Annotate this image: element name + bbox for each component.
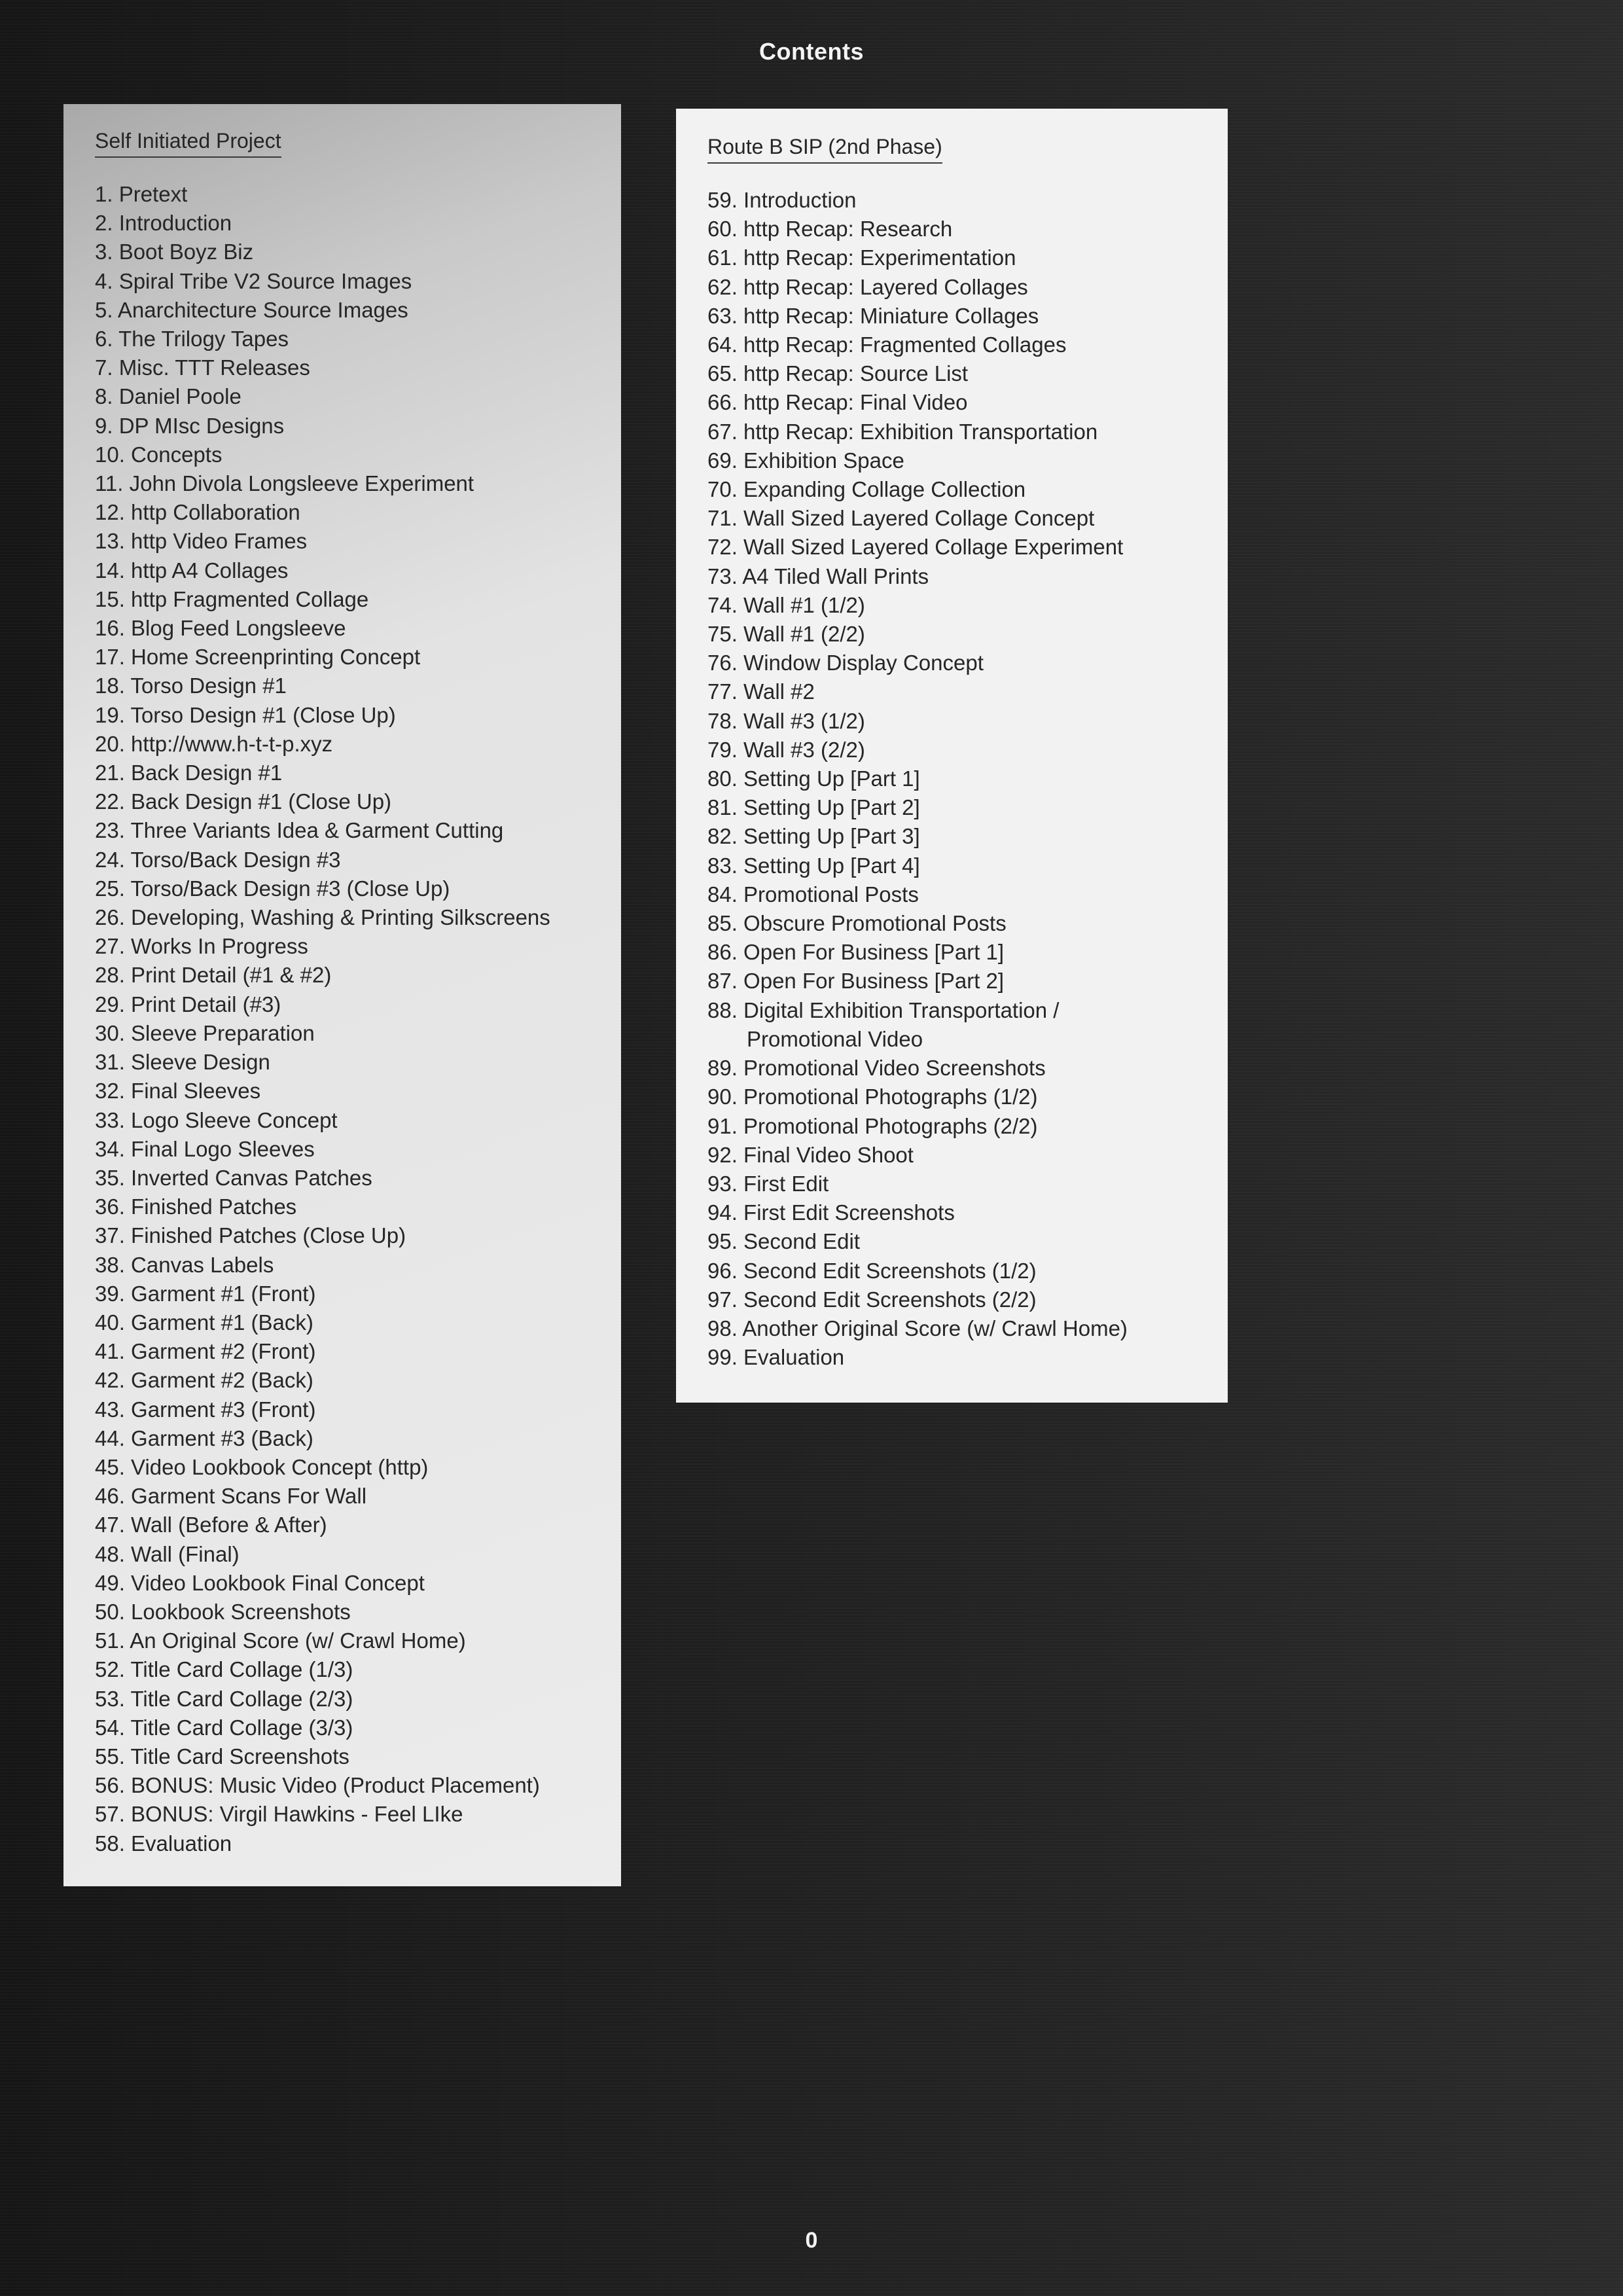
toc-list bbox=[95, 180, 621, 1858]
toc-entry bbox=[95, 1308, 621, 1337]
toc-entry-text: 79. Wall #3 (2/2) bbox=[707, 737, 865, 762]
toc-entry-text: 77. Wall #2 bbox=[707, 679, 815, 704]
toc-entry bbox=[707, 1285, 1228, 1314]
toc-entry-text: 65. http Recap: Source List bbox=[707, 361, 969, 386]
toc-entry-text: 17. Home Screenprinting Concept bbox=[95, 645, 421, 670]
toc-entry-text: 99. Evaluation bbox=[707, 1345, 845, 1370]
page-number: 0 bbox=[805, 2228, 818, 2253]
toc-entry bbox=[95, 1164, 621, 1193]
toc-panel-self-initiated bbox=[63, 104, 621, 1886]
toc-entry-text: 12. http Collaboration bbox=[95, 500, 300, 525]
toc-entry-text: 95. Second Edit bbox=[707, 1229, 860, 1254]
toc-entry bbox=[95, 1742, 621, 1771]
toc-entry-text: 72. Wall Sized Layered Collage Experiment bbox=[707, 535, 1124, 560]
toc-entry-text: 47. Wall (Before & After) bbox=[95, 1513, 327, 1537]
toc-entry bbox=[95, 498, 621, 527]
toc-entry bbox=[95, 730, 621, 759]
toc-entry bbox=[95, 1453, 621, 1482]
toc-entry bbox=[95, 903, 621, 932]
toc-entry-text: 29. Print Detail (#3) bbox=[95, 992, 281, 1016]
toc-entry bbox=[95, 1280, 621, 1308]
toc-panel-route-b bbox=[676, 109, 1228, 1403]
toc-entry bbox=[95, 1337, 621, 1366]
toc-entry-text: 24. Torso/Back Design #3 bbox=[95, 847, 341, 872]
toc-entry-text: 16. Blog Feed Longsleeve bbox=[95, 616, 346, 641]
toc-entry bbox=[707, 533, 1228, 562]
toc-entry-text: 21. Back Design #1 bbox=[95, 761, 283, 785]
toc-entry-text: 7. Misc. TTT Releases bbox=[95, 355, 310, 380]
toc-entry bbox=[707, 331, 1228, 359]
toc-entry-text: 84. Promotional Posts bbox=[707, 882, 919, 906]
toc-entry bbox=[95, 1511, 621, 1539]
toc-entry bbox=[707, 1054, 1228, 1083]
toc-entry bbox=[95, 1598, 621, 1626]
toc-entry-text: 25. Torso/Back Design #3 (Close Up) bbox=[95, 876, 450, 901]
toc-entry-text: 11. John Divola Longsleeve Experiment bbox=[95, 471, 474, 496]
toc-entry-text: 41. Garment #2 (Front) bbox=[95, 1339, 316, 1364]
toc-entry-text: 5. Anarchitecture Source Images bbox=[95, 297, 408, 322]
toc-entry-text: 28. Print Detail (#1 & #2) bbox=[95, 963, 332, 988]
toc-entry-text: 98. Another Original Score (w/ Crawl Home) bbox=[707, 1316, 1128, 1340]
toc-entry-text: 78. Wall #3 (1/2) bbox=[707, 708, 865, 733]
toc-entry-text: 69. Exhibition Space bbox=[707, 448, 904, 473]
toc-entry bbox=[95, 325, 621, 353]
toc-entry-text: 1. Pretext bbox=[95, 182, 188, 206]
toc-entry-text: 38. Canvas Labels bbox=[95, 1252, 274, 1277]
toc-entry-text: 94. First Edit Screenshots bbox=[707, 1200, 955, 1225]
toc-entry-text: 82. Setting Up [Part 3] bbox=[707, 824, 920, 849]
toc-entry bbox=[707, 1025, 1228, 1054]
toc-entry-text: 59. Introduction bbox=[707, 188, 857, 212]
toc-entry-text: 33. Logo Sleeve Concept bbox=[95, 1107, 338, 1132]
toc-entry bbox=[95, 961, 621, 990]
toc-entry bbox=[707, 562, 1228, 591]
toc-entry bbox=[95, 1019, 621, 1048]
toc-entry-text: 39. Garment #1 (Front) bbox=[95, 1281, 316, 1306]
page-title: Contents bbox=[759, 38, 864, 65]
toc-entry-text: 13. http Video Frames bbox=[95, 529, 308, 554]
toc-entry-text: 55. Title Card Screenshots bbox=[95, 1744, 349, 1768]
toc-entry-text: 10. Concepts bbox=[95, 442, 223, 467]
toc-entry-text: 43. Garment #3 (Front) bbox=[95, 1397, 316, 1422]
toc-entry-text: 87. Open For Business [Part 2] bbox=[707, 969, 1005, 994]
toc-entry bbox=[707, 967, 1228, 996]
toc-entry-text: 54. Title Card Collage (3/3) bbox=[95, 1715, 353, 1740]
toc-entry bbox=[707, 909, 1228, 938]
toc-entry-text: 49. Video Lookbook Final Concept bbox=[95, 1570, 425, 1595]
toc-entry bbox=[707, 707, 1228, 736]
toc-entry bbox=[707, 504, 1228, 533]
toc-entry bbox=[95, 1685, 621, 1713]
toc-entry-text: 85. Obscure Promotional Posts bbox=[707, 911, 1007, 936]
toc-entry-text: 96. Second Edit Screenshots (1/2) bbox=[707, 1258, 1037, 1283]
toc-entry bbox=[95, 1829, 621, 1858]
toc-entry-text: 44. Garment #3 (Back) bbox=[95, 1426, 313, 1450]
toc-entry bbox=[95, 816, 621, 845]
toc-entry-text: 74. Wall #1 (1/2) bbox=[707, 592, 865, 617]
toc-entry bbox=[707, 1343, 1228, 1372]
toc-entry bbox=[95, 556, 621, 585]
toc-entry bbox=[707, 793, 1228, 822]
toc-entry bbox=[95, 1135, 621, 1164]
toc-entry bbox=[707, 1257, 1228, 1285]
toc-entry-text: 32. Final Sleeves bbox=[95, 1079, 261, 1103]
toc-entry bbox=[95, 1626, 621, 1655]
toc-entry-text: 56. BONUS: Music Video (Product Placement) bbox=[95, 1773, 540, 1798]
toc-entry-text: 3. Boot Boyz Biz bbox=[95, 240, 254, 264]
toc-entry-text: 52. Title Card Collage (1/3) bbox=[95, 1657, 353, 1682]
toc-entry-text: 92. Final Video Shoot bbox=[707, 1142, 914, 1167]
toc-entry bbox=[95, 1077, 621, 1105]
toc-entry bbox=[707, 1170, 1228, 1198]
toc-entry bbox=[95, 469, 621, 498]
toc-entry bbox=[707, 822, 1228, 851]
toc-entry bbox=[95, 1193, 621, 1221]
toc-entry-text: Promotional Video bbox=[747, 1026, 923, 1051]
toc-entry bbox=[707, 418, 1228, 446]
toc-entry-text: 14. http A4 Collages bbox=[95, 558, 289, 583]
toc-entry bbox=[707, 446, 1228, 475]
toc-entry bbox=[95, 1106, 621, 1135]
toc-entry bbox=[95, 238, 621, 266]
toc-entry-text: 97. Second Edit Screenshots (2/2) bbox=[707, 1287, 1037, 1312]
toc-entry-text: 27. Works In Progress bbox=[95, 934, 308, 959]
toc-entry-text: 35. Inverted Canvas Patches bbox=[95, 1165, 372, 1190]
toc-entry bbox=[95, 1771, 621, 1800]
toc-entry bbox=[95, 846, 621, 874]
toc-entry bbox=[95, 353, 621, 382]
toc-entry-text: 8. Daniel Poole bbox=[95, 384, 241, 409]
toc-entry-text: 81. Setting Up [Part 2] bbox=[707, 795, 920, 820]
toc-entry-text: 88. Digital Exhibition Transportation / bbox=[707, 997, 1060, 1022]
toc-entry-text: 18. Torso Design #1 bbox=[95, 673, 287, 698]
toc-entry bbox=[95, 672, 621, 700]
toc-entry bbox=[95, 787, 621, 816]
toc-entry-text: 63. http Recap: Miniature Collages bbox=[707, 303, 1039, 328]
toc-entry-text: 31. Sleeve Design bbox=[95, 1050, 270, 1075]
toc-entry bbox=[707, 1083, 1228, 1111]
toc-entry bbox=[95, 440, 621, 469]
toc-entry-text: 36. Finished Patches bbox=[95, 1194, 297, 1219]
toc-entry-text: 34. Final Logo Sleeves bbox=[95, 1136, 315, 1161]
toc-entry bbox=[95, 1569, 621, 1598]
toc-entry bbox=[707, 359, 1228, 388]
toc-entry bbox=[707, 1314, 1228, 1343]
toc-entry-text: 91. Promotional Photographs (2/2) bbox=[707, 1113, 1038, 1138]
toc-entry-text: 89. Promotional Video Screenshots bbox=[707, 1056, 1046, 1081]
toc-entry bbox=[707, 243, 1228, 272]
toc-entry bbox=[95, 990, 621, 1019]
toc-entry bbox=[707, 186, 1228, 215]
toc-entry bbox=[707, 677, 1228, 706]
toc-entry bbox=[95, 874, 621, 903]
toc-entry-text: 22. Back Design #1 (Close Up) bbox=[95, 789, 392, 814]
toc-entry-text: 46. Garment Scans For Wall bbox=[95, 1484, 367, 1509]
toc-list bbox=[707, 186, 1228, 1372]
toc-entry-text: 4. Spiral Tribe V2 Source Images bbox=[95, 268, 412, 293]
toc-entry bbox=[95, 1424, 621, 1453]
toc-entry-text: 48. Wall (Final) bbox=[95, 1541, 240, 1566]
toc-entry-text: 60. http Recap: Research bbox=[707, 217, 953, 242]
toc-entry bbox=[95, 1800, 621, 1829]
toc-entry bbox=[95, 1482, 621, 1511]
toc-entry-text: 61. http Recap: Experimentation bbox=[707, 245, 1016, 270]
toc-entry-text: 6. The Trilogy Tapes bbox=[95, 327, 289, 351]
toc-entry-text: 50. Lookbook Screenshots bbox=[95, 1599, 351, 1624]
toc-entry bbox=[95, 1221, 621, 1250]
toc-entry bbox=[707, 1198, 1228, 1227]
toc-entry-text: 64. http Recap: Fragmented Collages bbox=[707, 332, 1067, 357]
toc-entry bbox=[95, 1655, 621, 1684]
toc-entry bbox=[707, 649, 1228, 677]
toc-entry-text: 86. Open For Business [Part 1] bbox=[707, 940, 1005, 965]
toc-entry bbox=[707, 620, 1228, 649]
toc-entry-text: 57. BONUS: Virgil Hawkins - Feel LIke bbox=[95, 1802, 463, 1827]
toc-entry-text: 67. http Recap: Exhibition Transportation bbox=[707, 419, 1098, 444]
toc-entry-text: 2. Introduction bbox=[95, 211, 232, 236]
toc-entry-text: 53. Title Card Collage (2/3) bbox=[95, 1686, 353, 1711]
toc-entry bbox=[95, 1048, 621, 1077]
toc-entry-text: 51. An Original Score (w/ Crawl Home) bbox=[95, 1628, 466, 1653]
toc-entry-text: 62. http Recap: Layered Collages bbox=[707, 274, 1028, 299]
toc-entry-text: 71. Wall Sized Layered Collage Concept bbox=[707, 506, 1095, 531]
toc-entry bbox=[95, 527, 621, 556]
toc-entry bbox=[95, 1366, 621, 1395]
toc-entry bbox=[95, 643, 621, 672]
toc-entry bbox=[707, 852, 1228, 880]
toc-entry-text: 80. Setting Up [Part 1] bbox=[707, 766, 920, 791]
toc-entry-text: 19. Torso Design #1 (Close Up) bbox=[95, 702, 396, 727]
toc-entry bbox=[95, 209, 621, 238]
toc-entry bbox=[707, 591, 1228, 620]
toc-entry-text: 66. http Recap: Final Video bbox=[707, 390, 968, 415]
section-heading: Self Initiated Project bbox=[95, 128, 281, 158]
toc-entry-text: 40. Garment #1 (Back) bbox=[95, 1310, 313, 1335]
toc-entry bbox=[95, 412, 621, 440]
toc-entry-text: 93. First Edit bbox=[707, 1171, 829, 1196]
toc-entry-text: 20. http://www.h-t-t-p.xyz bbox=[95, 731, 333, 756]
toc-entry-text: 45. Video Lookbook Concept (http) bbox=[95, 1454, 429, 1479]
toc-entry bbox=[95, 614, 621, 643]
toc-entry bbox=[707, 273, 1228, 302]
toc-entry-text: 26. Developing, Washing & Printing Silkscreens bbox=[95, 905, 550, 930]
toc-entry-text: 37. Finished Patches (Close Up) bbox=[95, 1223, 406, 1248]
toc-entry-text: 30. Sleeve Preparation bbox=[95, 1020, 315, 1045]
toc-entry bbox=[95, 1251, 621, 1280]
toc-entry bbox=[95, 932, 621, 961]
toc-entry-text: 58. Evaluation bbox=[95, 1831, 232, 1856]
toc-entry bbox=[707, 764, 1228, 793]
toc-entry-text: 9. DP MIsc Designs bbox=[95, 413, 285, 438]
toc-entry-text: 90. Promotional Photographs (1/2) bbox=[707, 1085, 1038, 1109]
toc-entry bbox=[707, 1112, 1228, 1141]
toc-entry-text: 70. Expanding Collage Collection bbox=[707, 477, 1026, 502]
toc-entry bbox=[95, 382, 621, 411]
toc-entry bbox=[707, 938, 1228, 967]
toc-entry bbox=[707, 1141, 1228, 1170]
toc-entry-text: 76. Window Display Concept bbox=[707, 651, 984, 675]
toc-entry bbox=[707, 996, 1228, 1025]
toc-entry bbox=[707, 475, 1228, 504]
toc-entry bbox=[95, 267, 621, 296]
toc-entry bbox=[95, 1395, 621, 1424]
toc-entry bbox=[707, 215, 1228, 243]
toc-entry bbox=[95, 585, 621, 614]
toc-entry bbox=[95, 701, 621, 730]
toc-entry bbox=[95, 1713, 621, 1742]
section-heading: Route B SIP (2nd Phase) bbox=[707, 134, 942, 164]
toc-entry bbox=[95, 180, 621, 209]
toc-entry bbox=[95, 296, 621, 325]
toc-entry bbox=[707, 736, 1228, 764]
toc-entry bbox=[95, 759, 621, 787]
toc-entry-text: 75. Wall #1 (2/2) bbox=[707, 622, 865, 647]
toc-entry-text: 15. http Fragmented Collage bbox=[95, 586, 369, 611]
toc-entry bbox=[95, 1540, 621, 1569]
toc-entry-text: 23. Three Variants Idea & Garment Cutting bbox=[95, 818, 504, 843]
toc-entry-text: 83. Setting Up [Part 4] bbox=[707, 853, 920, 878]
toc-entry bbox=[707, 388, 1228, 417]
toc-entry bbox=[707, 880, 1228, 909]
toc-entry bbox=[707, 302, 1228, 331]
toc-entry bbox=[707, 1227, 1228, 1256]
toc-entry-text: 73. A4 Tiled Wall Prints bbox=[707, 564, 929, 588]
toc-entry-text: 42. Garment #2 (Back) bbox=[95, 1368, 313, 1393]
